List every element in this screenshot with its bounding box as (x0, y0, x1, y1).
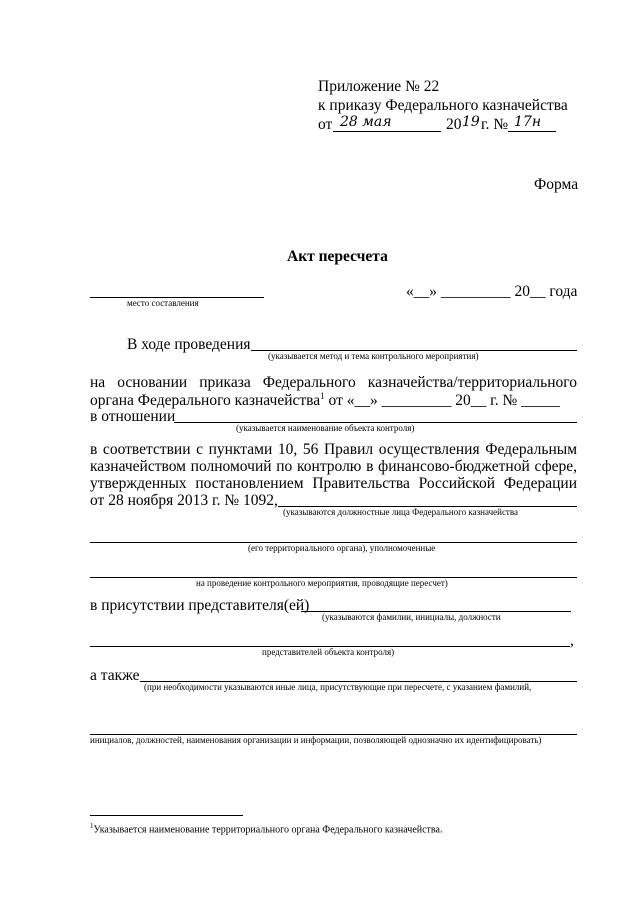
rules-line-2: казначейством полномочий по контролю в финансово-бюджетной сфере, (90, 458, 577, 475)
basis-line-2-text: органа Федерального казначейства (90, 392, 321, 410)
order-year-handwritten: 19 (462, 114, 480, 130)
rules-line-3: утвержденных постановлением Правительства Российской Федерации (90, 475, 577, 492)
order-date-underline (333, 131, 441, 132)
during-label: В ходе проведения (127, 336, 251, 353)
footnote-separator (90, 815, 243, 816)
presence-label: в присутствии представителя(ей) (90, 597, 310, 614)
presence-caption-2: представителей объекта контроля) (262, 647, 395, 657)
form-label: Форма (534, 176, 579, 193)
order-year-prefix: 20 (446, 116, 462, 133)
order-date-line (318, 116, 332, 134)
rules-line-1: в соответствии с пунктами 10, 56 Правил осуществления Федеральным (90, 441, 577, 458)
also-label: а также (90, 667, 140, 684)
document-title: Акт пересчета (287, 248, 388, 265)
officials-caption-2: (его территориального органа), уполномоченные (248, 543, 436, 553)
presence-comma: , (570, 632, 574, 649)
presence-caption: (указываются фамилии, инициалы, должности (322, 612, 501, 622)
officials-caption: (указываются должностные лица Федерального казначейства (283, 507, 518, 517)
basis-line-2-date: от «__» _________ 20__ г. № _____ (324, 392, 560, 410)
order-number-handwritten: 17н (514, 114, 542, 130)
order-number-underline (508, 131, 556, 132)
during-caption: (указывается метод и тема контрольного мероприятия) (268, 351, 479, 361)
act-date: «__» _________ 20__ года (406, 283, 578, 300)
footnote-mark: 1 (90, 822, 94, 830)
rules-line-4: от 28 ноября 2013 г. № 1092, (90, 492, 278, 509)
footnote-ref: 1 (320, 391, 325, 401)
also-caption: (при необходимости указываются иные лица, присутствующие при пересчете, с указанием фамилий, (144, 682, 532, 692)
order-number-label: г. № (481, 116, 509, 133)
appendix-number: Приложение № 22 (318, 78, 440, 95)
footnote-text: Указывается наименование территориального органа Федерального казначейства. (93, 824, 443, 836)
footnote (90, 822, 442, 835)
basis-line-1: на основании приказа Федерального казначейства/территориального (90, 374, 577, 391)
order-date-handwritten: 28 мая (340, 114, 392, 130)
regarding-caption: (указывается наименование объекта контроля) (236, 423, 415, 433)
regarding-label: в отношении (90, 408, 176, 425)
place-caption: место составления (127, 298, 199, 308)
order-from-label: от (318, 116, 333, 133)
also-caption-2: инициалов, должностей, наименования организации и информации, позволяющей однозначно их идентифицировать) (90, 735, 542, 745)
order-reference: к приказу Федерального казначейства (318, 97, 568, 114)
officials-caption-3: на проведение контрольного мероприятия, проводящие пересчет) (196, 578, 448, 588)
